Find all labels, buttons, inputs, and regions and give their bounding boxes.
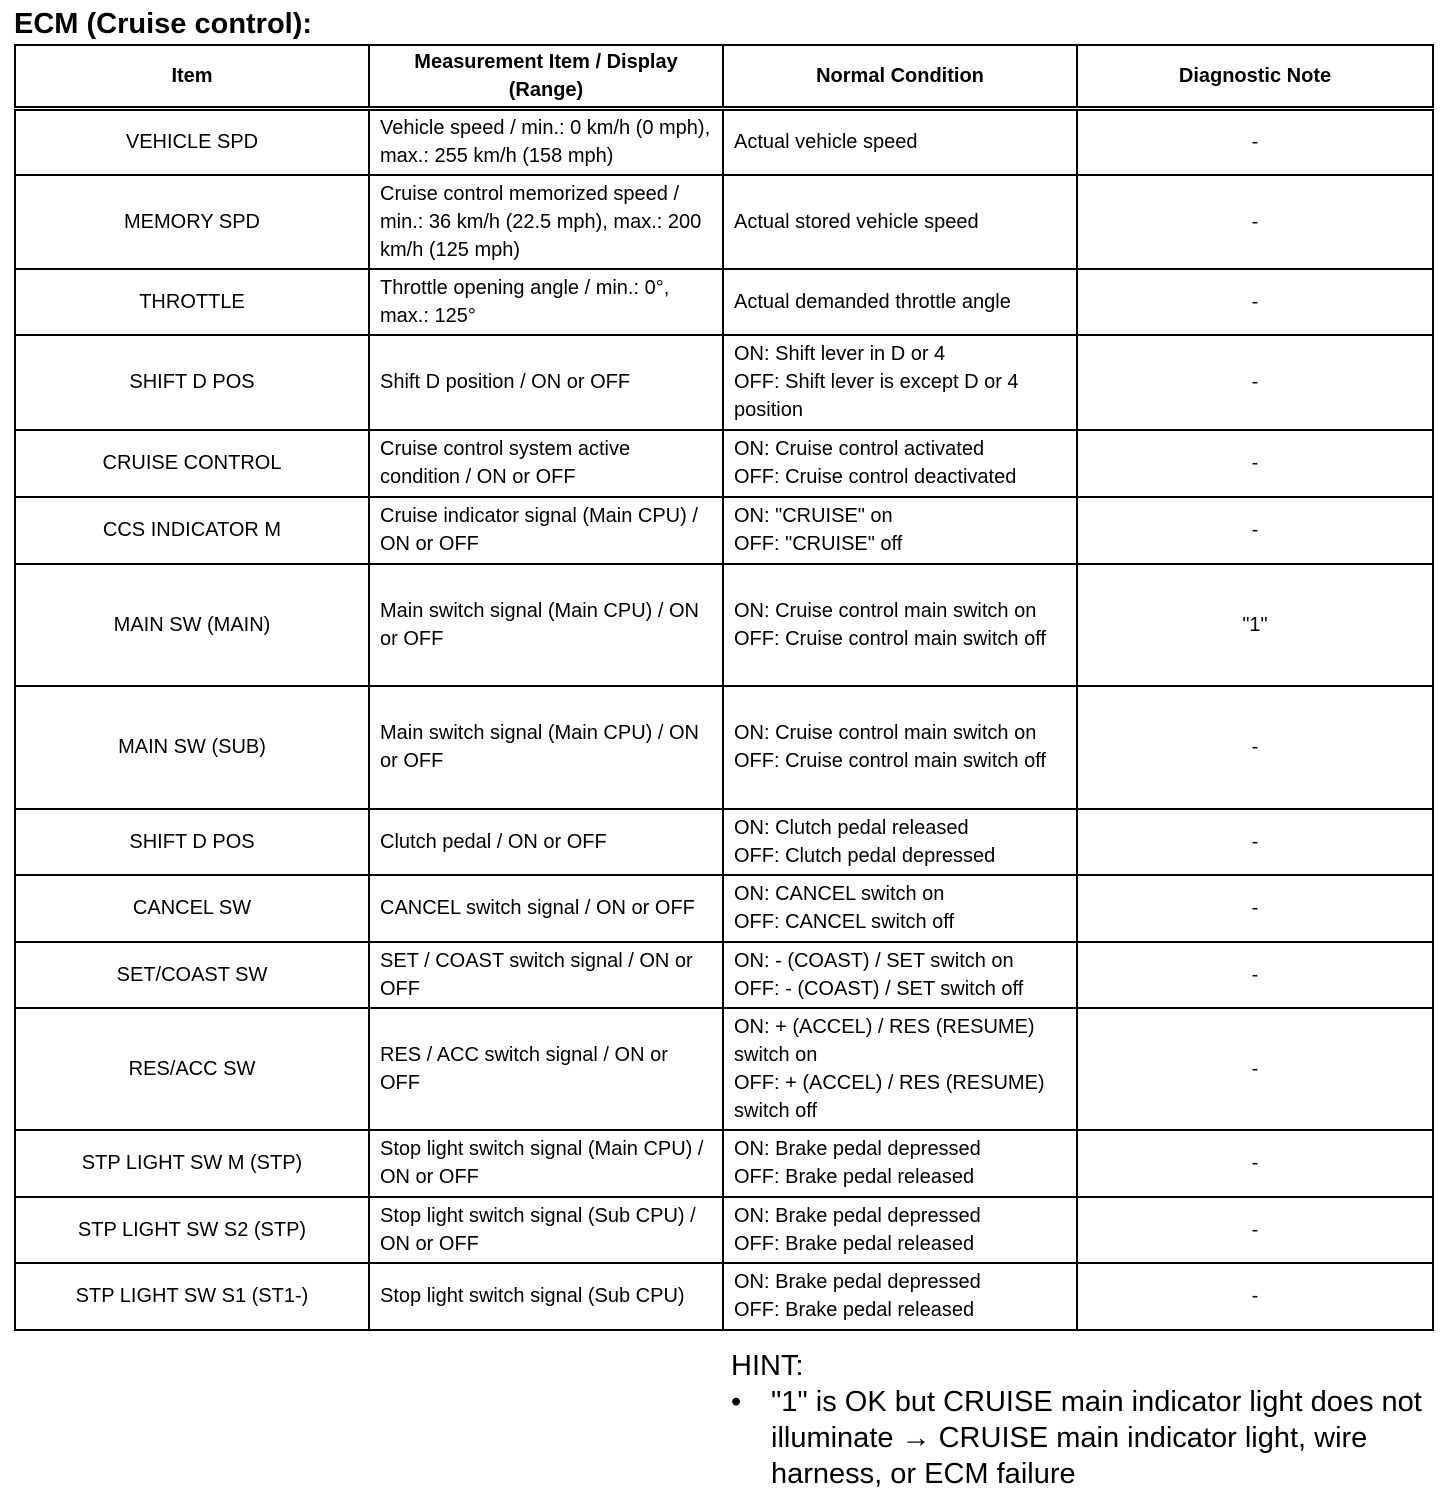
cell-item: VEHICLE SPD <box>15 109 369 175</box>
cell-diagnostic-note: - <box>1077 1008 1433 1130</box>
header-item: Item <box>15 45 369 109</box>
cell-diagnostic-note: - <box>1077 1263 1433 1330</box>
cell-item: MEMORY SPD <box>15 175 369 269</box>
bullet-icon: • <box>731 1386 742 1418</box>
table-row <box>15 430 1433 497</box>
cell-item: CANCEL SW <box>15 875 369 942</box>
cell-normal-condition: ON: Cruise control main switch on OFF: Cruise control main switch off <box>723 686 1077 809</box>
table-row <box>15 497 1433 564</box>
cell-normal-condition: ON: Cruise control activated OFF: Cruise control deactivated <box>723 430 1077 497</box>
cell-item: CCS INDICATOR M <box>15 497 369 564</box>
cell-item: SHIFT D POS <box>15 809 369 875</box>
cell-normal-condition: ON: Brake pedal depressed OFF: Brake pedal released <box>723 1197 1077 1263</box>
cell-diagnostic-note: - <box>1077 942 1433 1008</box>
cell-item: CRUISE CONTROL <box>15 430 369 497</box>
table-row <box>15 175 1433 269</box>
cell-normal-condition: ON: Brake pedal depressed OFF: Brake pedal released <box>723 1130 1077 1197</box>
cell-diagnostic-note: - <box>1077 269 1433 335</box>
cell-measurement: Clutch pedal / ON or OFF <box>369 809 723 875</box>
cell-normal-condition: ON: Shift lever in D or 4 OFF: Shift lever is except D or 4 position <box>723 335 1077 430</box>
cell-normal-condition: ON: Brake pedal depressed OFF: Brake pedal released <box>723 1263 1077 1330</box>
cell-diagnostic-note: - <box>1077 875 1433 942</box>
cell-measurement: Cruise indicator signal (Main CPU) / ON or OFF <box>369 497 723 564</box>
cell-item: MAIN SW (SUB) <box>15 686 369 809</box>
table-row <box>15 269 1433 335</box>
cell-measurement: Stop light switch signal (Sub CPU) / ON or OFF <box>369 1197 723 1263</box>
data-table <box>14 44 1434 1331</box>
cell-measurement: Cruise control system active condition / ON or OFF <box>369 430 723 497</box>
cell-diagnostic-note: - <box>1077 175 1433 269</box>
cell-diagnostic-note: - <box>1077 686 1433 809</box>
cell-measurement: RES / ACC switch signal / ON or OFF <box>369 1008 723 1130</box>
table-row <box>15 875 1433 942</box>
header-diagnostic-note: Diagnostic Note <box>1077 45 1433 109</box>
table-row <box>15 1197 1433 1263</box>
cell-measurement: Stop light switch signal (Sub CPU) <box>369 1263 723 1330</box>
cell-diagnostic-note: - <box>1077 809 1433 875</box>
cell-item: STP LIGHT SW S2 (STP) <box>15 1197 369 1263</box>
cell-normal-condition: Actual vehicle speed <box>723 109 1077 175</box>
table-row <box>15 335 1433 430</box>
cell-measurement: CANCEL switch signal / ON or OFF <box>369 875 723 942</box>
cell-measurement: Main switch signal (Main CPU) / ON or OFF <box>369 686 723 809</box>
page-title: ECM (Cruise control): <box>14 8 313 40</box>
cell-measurement: Cruise control memorized speed / min.: 36 km/h (22.5 mph), max.: 200 km/h (125 mph) <box>369 175 723 269</box>
cell-diagnostic-note: - <box>1077 335 1433 430</box>
cell-measurement: Throttle opening angle / min.: 0°, max.: 125° <box>369 269 723 335</box>
hint-label: HINT: <box>731 1350 804 1382</box>
cell-normal-condition: ON: "CRUISE" on OFF: "CRUISE" off <box>723 497 1077 564</box>
cell-diagnostic-note: - <box>1077 497 1433 564</box>
cell-normal-condition: Actual stored vehicle speed <box>723 175 1077 269</box>
table-row <box>15 1008 1433 1130</box>
table-row <box>15 1130 1433 1197</box>
cell-measurement: Stop light switch signal (Main CPU) / ON or OFF <box>369 1130 723 1197</box>
cell-item: STP LIGHT SW M (STP) <box>15 1130 369 1197</box>
table-row <box>15 109 1433 175</box>
cell-normal-condition: ON: + (ACCEL) / RES (RESUME) switch on OFF: + (ACCEL) / RES (RESUME) switch off <box>723 1008 1077 1130</box>
cell-measurement: Shift D position / ON or OFF <box>369 335 723 430</box>
hint-item <box>731 1384 1431 1492</box>
table-row <box>15 686 1433 809</box>
cell-item: THROTTLE <box>15 269 369 335</box>
cell-item: MAIN SW (MAIN) <box>15 564 369 686</box>
cell-item: SHIFT D POS <box>15 335 369 430</box>
cell-measurement: Main switch signal (Main CPU) / ON or OFF <box>369 564 723 686</box>
hint-text: "1" is OK but CRUISE main indicator light does not illuminate → CRUISE main indicator light, wire harness, or ECM failure <box>771 1386 1422 1490</box>
hint-list <box>731 1384 1431 1492</box>
header-normal-condition: Normal Condition <box>723 45 1077 109</box>
table-row <box>15 942 1433 1008</box>
cell-item: RES/ACC SW <box>15 1008 369 1130</box>
cell-item: SET/COAST SW <box>15 942 369 1008</box>
cell-measurement: Vehicle speed / min.: 0 km/h (0 mph), max.: 255 km/h (158 mph) <box>369 109 723 175</box>
cell-diagnostic-note: - <box>1077 1130 1433 1197</box>
cell-measurement: SET / COAST switch signal / ON or OFF <box>369 942 723 1008</box>
cell-diagnostic-note: - <box>1077 430 1433 497</box>
table-row <box>15 564 1433 686</box>
header-measurement: Measurement Item / Display (Range) <box>369 45 723 109</box>
cell-diagnostic-note: "1" <box>1077 564 1433 686</box>
cell-normal-condition: Actual demanded throttle angle <box>723 269 1077 335</box>
table-row <box>15 809 1433 875</box>
header-row <box>15 45 1433 109</box>
cell-normal-condition: ON: Clutch pedal released OFF: Clutch pedal depressed <box>723 809 1077 875</box>
cell-normal-condition: ON: - (COAST) / SET switch on OFF: - (COAST) / SET switch off <box>723 942 1077 1008</box>
cell-diagnostic-note: - <box>1077 109 1433 175</box>
cell-normal-condition: ON: CANCEL switch on OFF: CANCEL switch off <box>723 875 1077 942</box>
cell-normal-condition: ON: Cruise control main switch on OFF: Cruise control main switch off <box>723 564 1077 686</box>
cell-item: STP LIGHT SW S1 (ST1-) <box>15 1263 369 1330</box>
hint-section <box>731 1348 1431 1492</box>
table-row <box>15 1263 1433 1330</box>
cell-diagnostic-note: - <box>1077 1197 1433 1263</box>
